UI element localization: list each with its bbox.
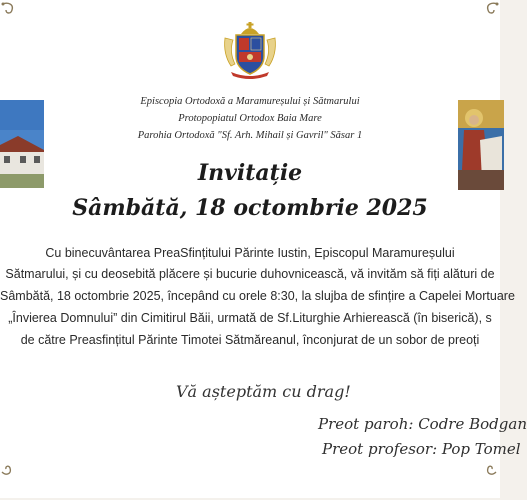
header-diocese: Episcopia Ortodoxă a Maramureșului și Sătmarului [140, 96, 360, 107]
body-line-5: de către Preasfințitul Părinte Timotei Sătmăreanul, înconjurat de un sobor de preoți [20, 333, 480, 347]
body-line-2: Sătmarului, și cu deosebită plăcere și bucurie duhovnicească, vă invităm să fiți alături de [5, 267, 495, 281]
top-left-flourish-icon [0, 0, 24, 22]
bottom-left-flourish-icon [0, 458, 16, 478]
diocese-crest-icon [219, 20, 281, 82]
body-line-4: „Învierea Domnului” din Cimitirul Băii, urmată de Sf.Liturghie Arhierească (în biserică), s [8, 311, 492, 325]
bottom-right-flourish-icon [482, 458, 498, 478]
body-line-1: Cu binecuvântarea PreaSfințitului Părinte Iustin, Episcopul Maramureșului [45, 246, 455, 260]
header-parish: Parohia Ortodoxă "Sf. Arh. Mihail și Gavril" Săsar 1 [137, 130, 363, 141]
invitation-title: Invitație [197, 160, 303, 186]
top-right-flourish-icon [476, 0, 500, 22]
closing-phrase: Vă așteptăm cu drag! [176, 382, 351, 401]
body-line-3: Sâmbătă, 18 octombrie 2025, începând cu orele 8:30, la slujba de sfințire a Capelei Mortuare [0, 289, 515, 303]
signature-professor-priest: Preot profesor: Pop Tomel [322, 440, 521, 458]
header-deanery: Protopopiatul Ortodox Baia Mare [178, 113, 322, 124]
event-date-title: Sâmbătă, 18 octombrie 2025 [72, 195, 428, 221]
signature-parish-priest: Preot paroh: Codre Bodgan [318, 415, 527, 433]
